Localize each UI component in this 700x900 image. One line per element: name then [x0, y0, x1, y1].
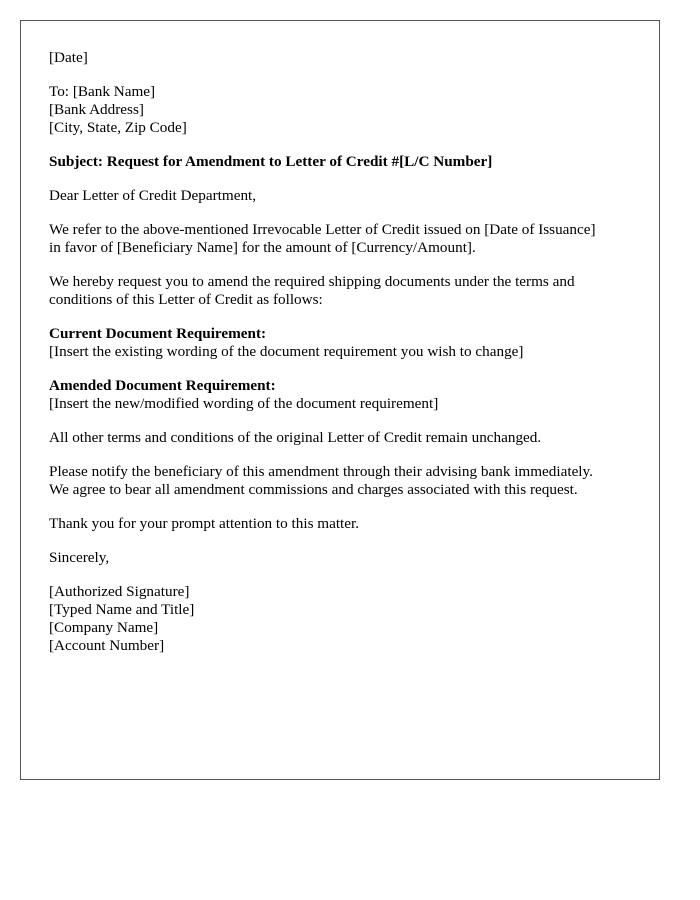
salutation-block: [49, 187, 639, 205]
letter-date: [Date]: [49, 49, 88, 66]
paragraph-request-line-1: We hereby request you to amend the required shipping documents under the terms and: [49, 273, 575, 290]
recipient-bank-name: To: [Bank Name]: [49, 83, 156, 100]
amended-requirement-text: [Insert the new/modified wording of the document requirement]: [49, 395, 439, 412]
paragraph-reference: [49, 221, 639, 257]
paragraph-request-line-2: conditions of this Letter of Credit as follows:: [49, 291, 323, 308]
paragraph-thanks-text: Thank you for your prompt attention to this matter.: [49, 515, 360, 532]
signature-block: [49, 583, 639, 655]
closing-block: [49, 549, 639, 567]
paragraph-unchanged-terms: [49, 429, 639, 447]
letter-content: [49, 49, 639, 671]
signature-typed-name-title: [Typed Name and Title]: [49, 601, 195, 618]
paragraph-unchanged-terms-text: All other terms and conditions of the original Letter of Credit remain unchanged.: [49, 429, 542, 446]
amended-requirement-heading: Amended Document Requirement:: [49, 377, 276, 394]
paragraph-reference-line-2: in favor of [Beneficiary Name] for the amount of [Currency/Amount].: [49, 239, 476, 256]
recipient-bank-address: [Bank Address]: [49, 101, 144, 118]
subject-block: [49, 153, 639, 171]
paragraph-notify: [49, 463, 639, 499]
current-requirement-heading: Current Document Requirement:: [49, 325, 267, 342]
paragraph-request: [49, 273, 639, 309]
current-requirement-text: [Insert the existing wording of the document requirement you wish to change]: [49, 343, 524, 360]
salutation: Dear Letter of Credit Department,: [49, 187, 257, 204]
paragraph-reference-line-1: We refer to the above-mentioned Irrevocable Letter of Credit issued on [Date of Issuance]: [49, 221, 596, 238]
signature-authorized: [Authorized Signature]: [49, 583, 190, 600]
paragraph-notify-line-2: We agree to bear all amendment commissions and charges associated with this request.: [49, 481, 578, 498]
date-block: [49, 49, 639, 67]
current-requirement-section: [49, 325, 639, 361]
amended-requirement-section: [49, 377, 639, 413]
letter-page: [20, 20, 660, 780]
recipient-city-state-zip: [City, State, Zip Code]: [49, 119, 187, 136]
signature-account-number: [Account Number]: [49, 637, 165, 654]
closing: Sincerely,: [49, 549, 110, 566]
paragraph-notify-line-1: Please notify the beneficiary of this amendment through their advising bank immediately.: [49, 463, 593, 480]
recipient-address: [49, 83, 639, 137]
signature-company-name: [Company Name]: [49, 619, 159, 636]
paragraph-thanks: [49, 515, 639, 533]
letter-subject: Subject: Request for Amendment to Letter of Credit #[L/C Number]: [49, 153, 493, 170]
